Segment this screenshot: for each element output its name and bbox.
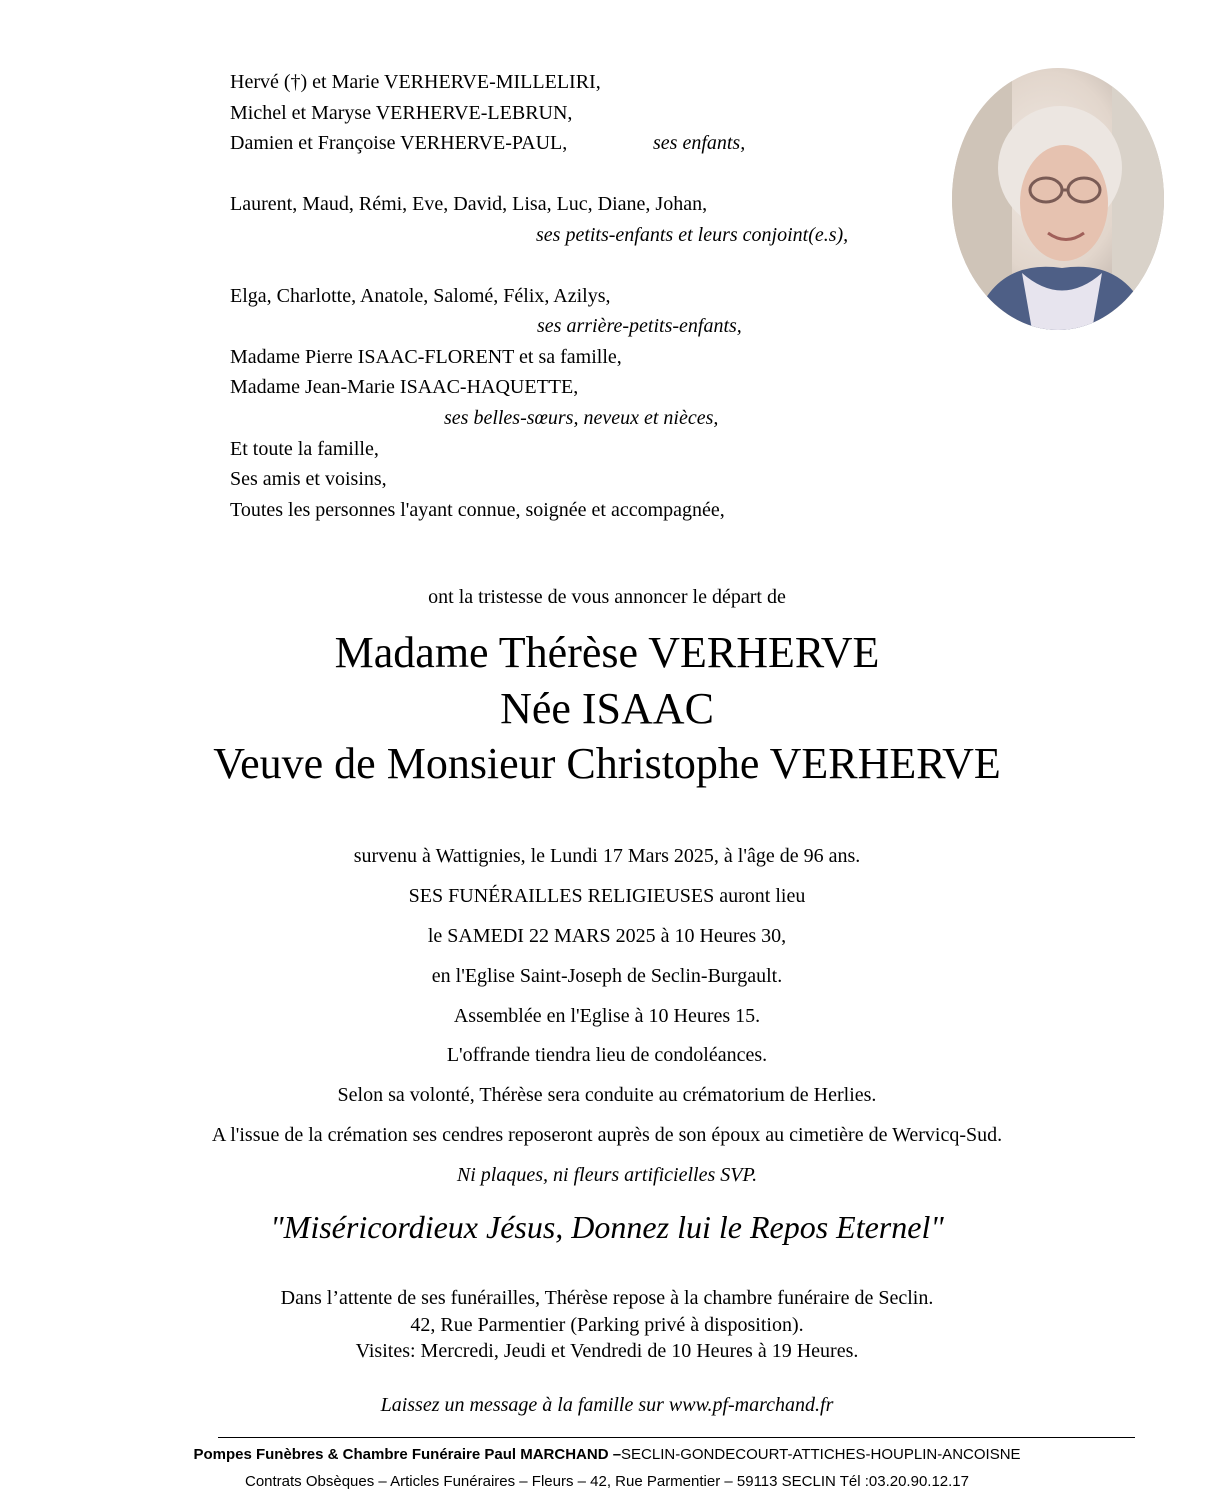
footer-services-line: Contrats Obsèques – Articles Funéraires – Fleurs – 42, Rue Parmentier – 59113 SECLIN Tél :03.20.90.12.17 xyxy=(244,1473,969,1490)
deceased-name: Madame Thérèse VERHERVE xyxy=(334,628,880,677)
in-laws-label: ses belles-sœurs, neveux et nièces, xyxy=(444,407,719,429)
family-line-children-3: Damien et Françoise VERHERVE-PAUL, xyxy=(230,132,568,154)
footer-towns: SECLIN-GONDECOURT-ATTICHES-HOUPLIN-ANCOISNE xyxy=(621,1446,1021,1463)
visit-line-3: Visites: Mercredi, Jeudi et Vendredi de 10 Heures à 19 Heures. xyxy=(355,1340,859,1362)
footer-company-line xyxy=(0,1447,1214,1462)
prayer-quote: "Miséricordieux Jésus, Donnez lui le Repos Eternel" xyxy=(270,1209,944,1245)
portrait-photo xyxy=(952,68,1164,330)
portrait-illustration xyxy=(952,68,1164,330)
visit-line-1: Dans l’attente de ses funérailles, Thérèse repose à la chambre funéraire de Seclin. xyxy=(280,1287,934,1309)
family-line-children-2: Michel et Maryse VERHERVE-LEBRUN, xyxy=(230,102,573,124)
others-line-1: Et toute la famille, xyxy=(230,438,379,460)
detail-line-funeral: SES FUNÉRAILLES RELIGIEUSES auront lieu xyxy=(408,885,806,907)
others-line-3: Toutes les personnes l'ayant connue, soignée et accompagnée, xyxy=(230,499,725,521)
children-label: ses enfants, xyxy=(653,132,746,154)
detail-line-date: le SAMEDI 22 MARS 2025 à 10 Heures 30, xyxy=(427,925,787,947)
detail-line-assembly: Assemblée en l'Eglise à 10 Heures 15. xyxy=(453,1005,761,1027)
detail-line-offering: L'offrande tiendra lieu de condoléances. xyxy=(446,1044,768,1066)
grandchildren-label: ses petits-enfants et leurs conjoint(e.s), xyxy=(536,224,849,246)
grandchildren-names: Laurent, Maud, Rémi, Eve, David, Lisa, Luc, Diane, Johan, xyxy=(230,193,708,215)
great-grandchildren-label: ses arrière-petits-enfants, xyxy=(537,315,742,337)
visit-line-2: 42, Rue Parmentier (Parking privé à disposition). xyxy=(410,1314,804,1336)
detail-line-church: en l'Eglise Saint-Joseph de Seclin-Burgault. xyxy=(431,965,783,987)
great-grandchildren-names: Elga, Charlotte, Anatole, Salomé, Félix, Azilys, xyxy=(230,285,611,307)
footer-company: Pompes Funèbres & Chambre Funéraire Paul MARCHAND – xyxy=(193,1446,622,1463)
detail-line-ashes: A l'issue de la crémation ses cendres reposeront auprès de son époux au cimetière de Wervicq-Sud. xyxy=(211,1124,1003,1146)
deceased-maiden-name: Née ISAAC xyxy=(500,684,714,733)
announcement: ont la tristesse de vous annoncer le départ de xyxy=(428,586,786,608)
deceased-widow-of: Veuve de Monsieur Christophe VERHERVE xyxy=(213,739,1001,788)
others-line-2: Ses amis et voisins, xyxy=(230,468,387,490)
detail-line-death: survenu à Wattignies, le Lundi 17 Mars 2025, à l'âge de 96 ans. xyxy=(353,845,861,867)
in-law-line-1: Madame Pierre ISAAC-FLORENT et sa famille, xyxy=(230,346,622,368)
no-flowers-note: Ni plaques, ni fleurs artificielles SVP. xyxy=(456,1164,758,1186)
in-law-line-2: Madame Jean-Marie ISAAC-HAQUETTE, xyxy=(230,376,579,398)
condolence-message: Laissez un message à la famille sur www.pf-marchand.fr xyxy=(380,1394,834,1416)
family-line-children-1: Hervé (†) et Marie VERHERVE-MILLELIRI, xyxy=(230,71,601,93)
footer-divider xyxy=(218,1437,1135,1438)
detail-line-crematorium: Selon sa volonté, Thérèse sera conduite au crématorium de Herlies. xyxy=(337,1084,877,1106)
